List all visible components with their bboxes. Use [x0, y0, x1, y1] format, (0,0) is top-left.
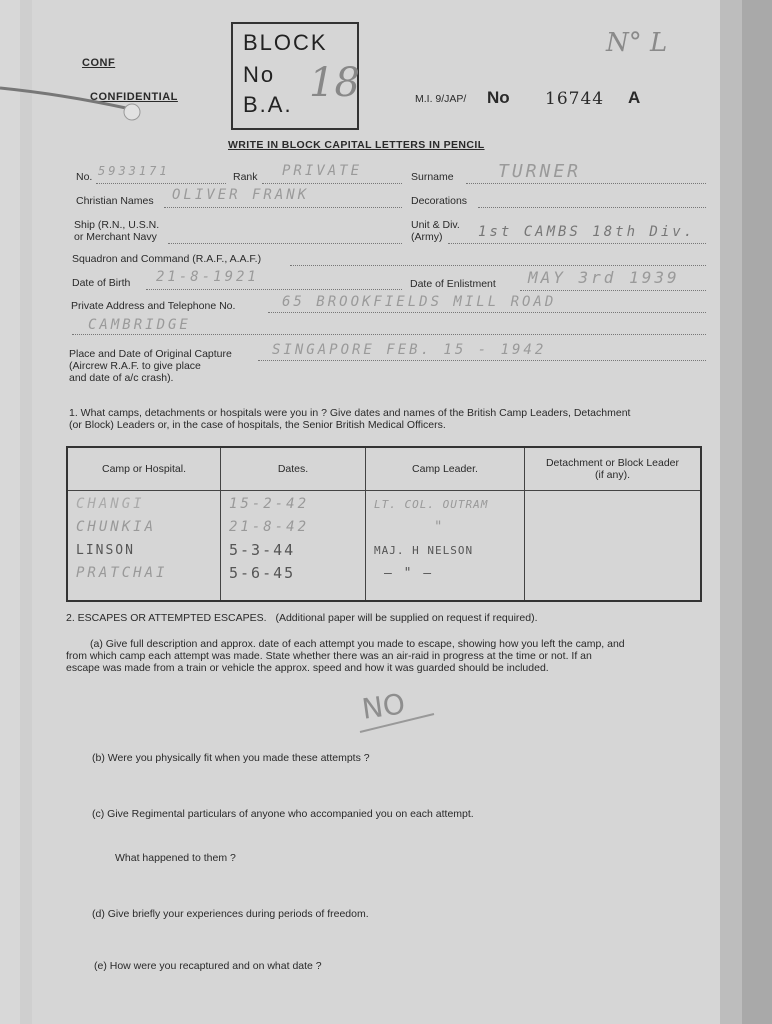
rank-label: Rank [233, 171, 258, 183]
decorations-label: Decorations [411, 195, 468, 207]
question-2c-followup: What happened to them ? [115, 852, 236, 864]
question-1-text-2: (or Block) Leaders or, in the case of hospitals, the Senior British Medical Officers. [69, 419, 446, 431]
question-2a-text-2: from which camp each attempt was made. State whether there was an air-raid in progress at the time or not. If an [66, 650, 592, 662]
question-2d-text: (d) Give briefly your experiences during periods of freedom. [92, 908, 369, 920]
capture-label-3: and date of a/c crash). [69, 372, 174, 384]
address-value-2: CAMBRIDGE [88, 317, 191, 333]
confidential-mark: CONFIDENTIAL [90, 91, 178, 103]
camp-date: 5-3-44 [229, 541, 296, 559]
camps-header-leader: Camp Leader. [366, 447, 525, 491]
camp-date: 15-2-42 [229, 496, 310, 512]
christian-names-value: OLIVER FRANK [172, 187, 310, 203]
surname-label: Surname [411, 171, 454, 183]
camps-header-dates: Dates. [221, 447, 366, 491]
question-2a-text-3: escape was made from a train or vehicle the approx. speed and how it was guarded should be included. [66, 662, 549, 674]
camp-leader: " [434, 519, 446, 535]
question-2-heading: 2. ESCAPES OR ATTEMPTED ESCAPES. [66, 612, 267, 624]
ref-suffix: A [628, 88, 641, 107]
question-1-text: 1. What camps, detachments or hospitals were you in ? Give dates and names of the British Camp Leaders, Detachment [69, 407, 631, 419]
unit-value: 1st CAMBS 18th Div. [478, 224, 696, 240]
camps-header-camp: Camp or Hospital. [67, 447, 221, 491]
service-no-value: 5933171 [98, 164, 170, 178]
rank-value: PRIVATE [282, 163, 363, 179]
dates-column [221, 491, 366, 602]
ref-no-label: No [487, 88, 510, 107]
dob-label: Date of Birth [72, 277, 131, 289]
capture-label-2: (Aircrew R.A.F. to give place [69, 360, 201, 372]
camps-table [66, 446, 702, 602]
camps-column [67, 491, 221, 602]
capture-label: Place and Date of Original Capture [69, 348, 232, 360]
answer-underline-graphic [358, 708, 438, 738]
page-edge-shadow [742, 0, 772, 1024]
christian-names-label: Christian Names [76, 195, 154, 207]
question-2b-text: (b) Were you physically fit when you made these attempts ? [92, 752, 370, 764]
camp-date: 21-8-42 [229, 519, 310, 535]
question-2c-text: (c) Give Regimental particulars of anyone who accompanied you on each attempt. [92, 808, 474, 820]
address-label: Private Address and Telephone No. [71, 300, 236, 312]
camp-name: CHANGI [76, 496, 145, 512]
instruction-heading: WRITE IN BLOCK CAPITAL LETTERS IN PENCIL [228, 139, 485, 151]
leaders-column [366, 491, 525, 602]
string-tie-graphic [0, 82, 150, 132]
block-number-box [231, 22, 359, 130]
ship-label-2: or Merchant Navy [74, 231, 157, 243]
enlistment-label: Date of Enlistment [410, 278, 496, 290]
question-2e-text: (e) How were you recaptured and on what date ? [94, 960, 322, 972]
corner-handwritten-mark: N° L [606, 28, 668, 58]
service-no-label: No. [76, 171, 93, 183]
ref-number: 16744 [545, 89, 605, 109]
enlistment-value: MAY 3rd 1939 [528, 268, 680, 287]
unit-label-2: (Army) [411, 231, 443, 243]
dob-value: 21-8-1921 [156, 269, 259, 285]
block-number-handwritten: 18 [309, 60, 360, 106]
question-2a-answer: NO [359, 687, 408, 726]
camp-name: LINSON [76, 543, 135, 558]
camp-name: CHUNKIA [76, 519, 157, 535]
camp-leader: LT. COL. OUTRAM [374, 498, 489, 511]
question-2-title [66, 612, 538, 624]
surname-value: TURNER [498, 161, 582, 182]
block-ba-label: B.A. [243, 92, 293, 117]
ref-prefix: M.I. 9/JAP/ [415, 93, 467, 105]
camp-date: 5-6-45 [229, 564, 296, 582]
capture-value: SINGAPORE FEB. 15 - 1942 [272, 342, 547, 358]
camps-header-detachment [525, 447, 702, 491]
question-2-note: (Additional paper will be supplied on request if required). [275, 612, 538, 624]
camp-name: PRATCHAI [76, 565, 168, 581]
question-2a-text: (a) Give full description and approx. date of each attempt you made to escape, showing how you left the camp, and [90, 638, 625, 650]
camp-leader: — " — [384, 566, 434, 581]
block-label: BLOCK [243, 30, 328, 55]
block-no-label: No [243, 62, 276, 87]
confidential-mark-top: CONF [82, 57, 116, 69]
unit-label: Unit & Div. [411, 219, 460, 231]
camp-leader: MAJ. H NELSON [374, 544, 474, 557]
address-value: 65 BROOKFIELDS MILL ROAD [282, 294, 557, 310]
squadron-label: Squadron and Command (R.A.F., A.A.F.) [72, 253, 262, 265]
camps-header-detachment-text: Detachment or Block Leader (if any). [545, 457, 680, 481]
detachment-column [525, 491, 702, 602]
ship-label: Ship (R.N., U.S.N. [74, 219, 160, 231]
